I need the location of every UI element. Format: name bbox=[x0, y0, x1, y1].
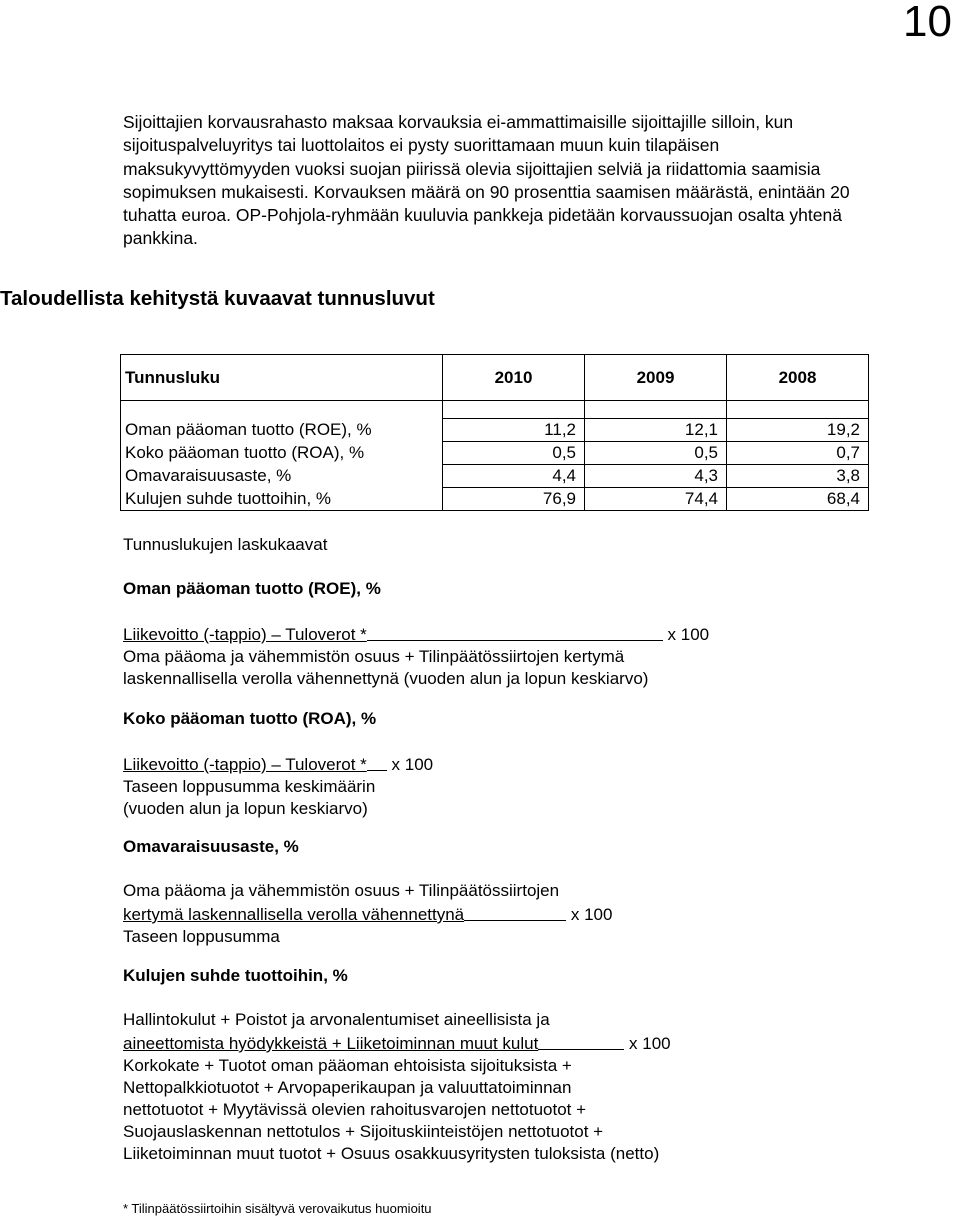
intro-line: pankkina. bbox=[123, 228, 198, 249]
row-label: Kulujen suhde tuottoihin, % bbox=[121, 488, 443, 511]
table-header-row bbox=[121, 355, 869, 401]
row-label: Koko pääoman tuotto (ROA), % bbox=[121, 442, 443, 465]
section-heading: Taloudellista kehitystä kuvaavat tunnusluvut bbox=[0, 287, 435, 310]
row-value: 0,5 bbox=[585, 442, 727, 465]
page-number: 10 bbox=[903, 0, 952, 46]
row-value: 68,4 bbox=[727, 488, 869, 511]
cost-income-numerator-line bbox=[123, 1031, 671, 1055]
roa-title: Koko pääoman tuotto (ROA), % bbox=[123, 709, 377, 728]
roe-denominator: Oma pääoma ja vähemmistön osuus + Tilinpäätössiirtojen kertymä bbox=[123, 647, 625, 666]
intro-line: sopimuksen mukaisesti. Korvauksen määrä on 90 prosenttia saamisen määrästä, enintään 20 bbox=[123, 181, 850, 202]
row-value: 12,1 bbox=[585, 419, 727, 442]
cost-income-denominator: Suojauslaskennan nettotulos + Sijoituskiinteistöjen nettotuotot + bbox=[123, 1122, 604, 1141]
row-label: Oman pääoman tuotto (ROE), % bbox=[121, 419, 443, 442]
roe-numerator-line bbox=[123, 622, 709, 646]
table-header-cell: Tunnusluku bbox=[121, 355, 443, 401]
roa-multiplier: x 100 bbox=[391, 755, 434, 774]
row-value: 76,9 bbox=[443, 488, 585, 511]
table-row bbox=[121, 488, 869, 511]
intro-line: maksukyvyttömyyden vuoksi suojan piirissä olevia sijoittajien selviä ja riidattomia saamisia bbox=[123, 158, 821, 179]
cost-income-formula bbox=[123, 965, 671, 1165]
row-value: 19,2 bbox=[727, 419, 869, 442]
table-spacer-row bbox=[121, 401, 869, 419]
intro-line: sijoituspalveluyritys tai luottolaitos ei pysty suorittamaan muun kuin tilapäisen bbox=[123, 135, 720, 156]
row-value: 3,8 bbox=[727, 465, 869, 488]
cost-income-denominator: Korkokate + Tuotot oman pääoman ehtoisista sijoituksista + bbox=[123, 1056, 572, 1075]
cost-income-numerator: aineettomista hyödykkeistä + Liiketoiminnan muut kulut bbox=[123, 1034, 539, 1053]
table-row bbox=[121, 442, 869, 465]
row-value: 4,4 bbox=[443, 465, 585, 488]
roe-denominator: laskennallisella verolla vähennettynä (vuoden alun ja lopun keskiarvo) bbox=[123, 669, 649, 688]
roe-title: Oman pääoman tuotto (ROE), % bbox=[123, 579, 381, 598]
roe-multiplier: x 100 bbox=[667, 625, 710, 644]
cost-income-multiplier: x 100 bbox=[629, 1034, 671, 1053]
roa-denominator: Taseen loppusumma keskimäärin bbox=[123, 777, 376, 796]
equity-ratio-numerator: kertymä laskennallisella verolla vähennettynä bbox=[123, 905, 465, 924]
roa-formula bbox=[123, 708, 433, 820]
equity-ratio-denominator: Taseen loppusumma bbox=[123, 927, 280, 946]
equity-ratio-numerator-line bbox=[123, 902, 612, 926]
row-value: 11,2 bbox=[443, 419, 585, 442]
roe-formula bbox=[123, 578, 709, 690]
table-row bbox=[121, 419, 869, 442]
equity-ratio-title: Omavaraisuusaste, % bbox=[123, 837, 299, 856]
footnote: * Tilinpäätössiirtoihin sisältyvä verovaikutus huomioitu bbox=[123, 1201, 432, 1216]
cost-income-denominator: Liiketoiminnan muut tuotot + Osuus osakkuusyritysten tuloksista (netto) bbox=[123, 1144, 660, 1163]
row-value: 0,7 bbox=[727, 442, 869, 465]
kpi-table bbox=[120, 354, 869, 511]
formulas-heading: Tunnuslukujen laskukaavat bbox=[123, 535, 328, 554]
roa-denominator: (vuoden alun ja lopun keskiarvo) bbox=[123, 799, 368, 818]
table-header-cell: 2010 bbox=[443, 355, 585, 401]
cost-income-numerator: Hallintokulut + Poistot ja arvonalentumiset aineellisista ja bbox=[123, 1010, 550, 1029]
intro-line: Sijoittajien korvausrahasto maksaa korvauksia ei-ammattimaisille sijoittajille silloin, kun bbox=[123, 112, 794, 132]
cost-income-title: Kulujen suhde tuottoihin, % bbox=[123, 966, 348, 985]
row-label: Omavaraisuusaste, % bbox=[121, 465, 443, 488]
equity-ratio-numerator: Oma pääoma ja vähemmistön osuus + Tilinpäätössiirtojen bbox=[123, 881, 560, 900]
intro-paragraph bbox=[123, 111, 903, 251]
row-value: 0,5 bbox=[443, 442, 585, 465]
equity-ratio-multiplier: x 100 bbox=[570, 905, 613, 924]
table-row bbox=[121, 465, 869, 488]
row-value: 74,4 bbox=[585, 488, 727, 511]
cost-income-denominator: nettotuotot + Myytävissä olevien rahoitusvarojen nettotuotot + bbox=[123, 1100, 587, 1119]
roe-numerator: Liikevoitto (-tappio) – Tuloverot * bbox=[123, 625, 367, 644]
row-value: 4,3 bbox=[585, 465, 727, 488]
intro-line: tuhatta euroa. OP-Pohjola-ryhmään kuuluvia pankkeja pidetään korvaussuojan osalta yhtenä bbox=[123, 205, 842, 226]
table-header-cell: 2008 bbox=[727, 355, 869, 401]
equity-ratio-formula bbox=[123, 836, 612, 948]
roa-numerator: Liikevoitto (-tappio) – Tuloverot * bbox=[123, 755, 367, 774]
table-header-cell: 2009 bbox=[585, 355, 727, 401]
roa-numerator-line bbox=[123, 752, 433, 776]
cost-income-denominator: Nettopalkkiotuotot + Arvopaperikaupan ja valuuttatoiminnan bbox=[123, 1078, 572, 1097]
